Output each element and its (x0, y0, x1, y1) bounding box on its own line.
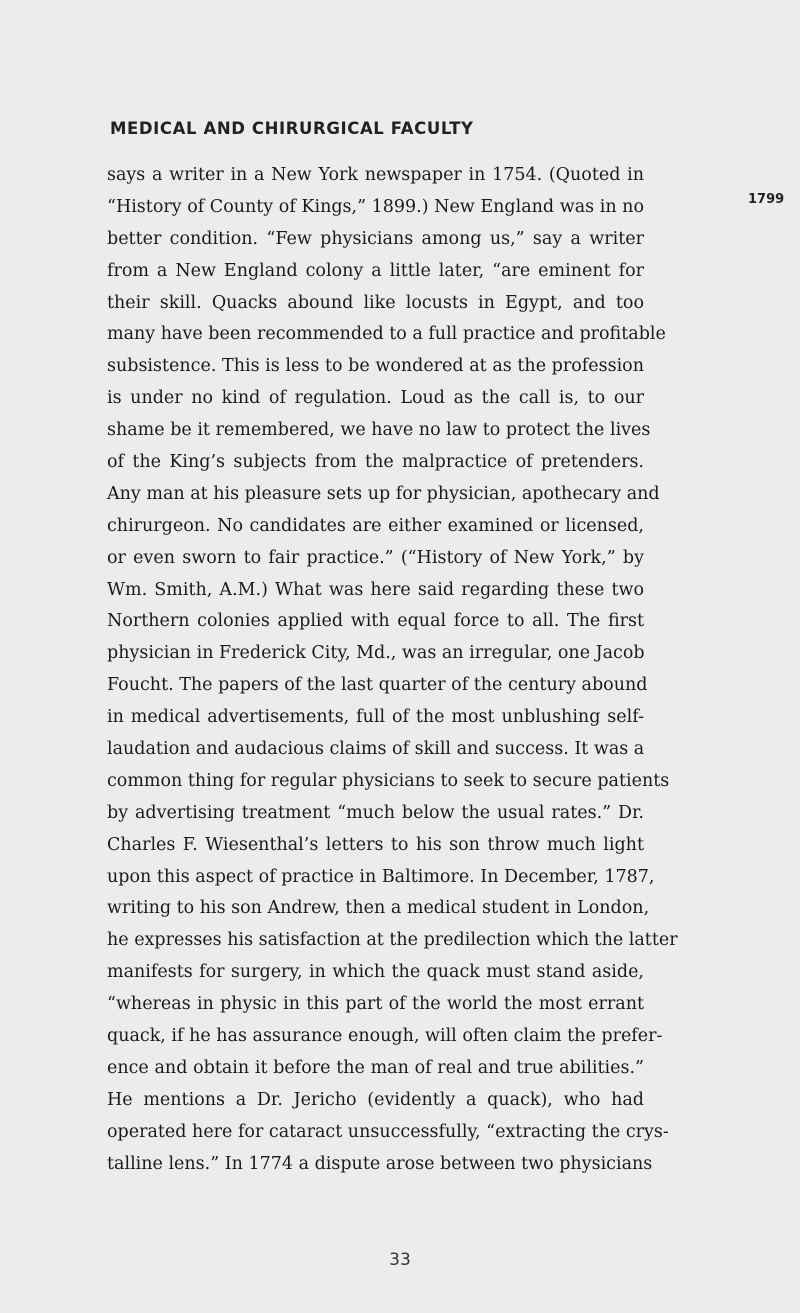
text-line: writing to his son Andrew, then a medical student in London, (107, 898, 650, 919)
text-line: Wm. Smith, A.M.) What was here said regarding these two (107, 579, 644, 600)
text-line: physician in Frederick City, Md., was an irregular, one Jacob (107, 643, 645, 664)
text-line: many have been recommended to a full practice and profitable (107, 324, 666, 345)
text-line: or even sworn to fair practice.” (“History of New York,” by (107, 547, 644, 568)
text-line: subsistence. This is less to be wondered at as the profession (107, 356, 644, 377)
text-line: from a New England colony a little later, “are eminent for (107, 260, 644, 281)
text-line: Foucht. The papers of the last quarter of the century abound (107, 675, 648, 696)
text-line: talline lens.” In 1774 a dispute arose between two physicians (107, 1153, 653, 1174)
text-line: ence and obtain it before the man of real and true abilities.” (107, 1057, 644, 1078)
text-line: Northern colonies applied with equal force to all. The first (107, 611, 644, 632)
page-number: 33 (389, 1250, 411, 1270)
text-line: shame be it remembered, we have no law to protect the lives (107, 420, 651, 441)
text-line: common thing for regular physicians to seek to secure patients (107, 770, 670, 791)
running-head: MEDICAL AND CHIRURGICAL FACULTY (110, 119, 474, 138)
text-line: quack, if he has assurance enough, will often claim the prefer- (107, 1026, 663, 1047)
text-line: is under no kind of regulation. Loud as the call is, to our (107, 388, 644, 409)
text-line: laudation and audacious claims of skill and success. It was a (107, 739, 645, 760)
text-line: of the King’s subjects from the malpractice of pretenders. (107, 452, 644, 473)
text-line: He mentions a Dr. Jericho (evidently a quack), who had (107, 1089, 644, 1110)
text-line: better condition. “Few physicians among us,” say a writer (107, 228, 644, 249)
text-line: says a writer in a New York newspaper in 1754. (Quoted in (107, 165, 644, 185)
text-line: by advertising treatment “much below the usual rates.” Dr. (107, 802, 644, 823)
text-line: Any man at his pleasure sets up for physician, apothecary and (107, 483, 660, 504)
text-line: Charles F. Wiesenthal’s letters to his son throw much light (107, 834, 644, 855)
text-line: operated here for cataract unsuccessfully, “extracting the crys- (107, 1121, 669, 1142)
text-line: chirurgeon. No candidates are either examined or licensed, (107, 515, 644, 536)
text-line: “whereas in physic in this part of the world the most errant (107, 994, 644, 1015)
text-line: “History of County of Kings,” 1899.) New England was in no (107, 196, 644, 217)
text-line: he expresses his satisfaction at the predilection which the latter (107, 930, 678, 951)
text-line: manifests for surgery, in which the quack must stand aside, (107, 962, 644, 983)
text-line: their skill. Quacks abound like locusts in Egypt, and too (107, 292, 644, 313)
margin-year-note: 1799 (748, 192, 785, 207)
text-line: in medical advertisements, full of the most unblushing self- (107, 707, 644, 728)
text-line: upon this aspect of practice in Baltimore. In December, 1787, (107, 866, 655, 887)
body-text (107, 160, 678, 1181)
